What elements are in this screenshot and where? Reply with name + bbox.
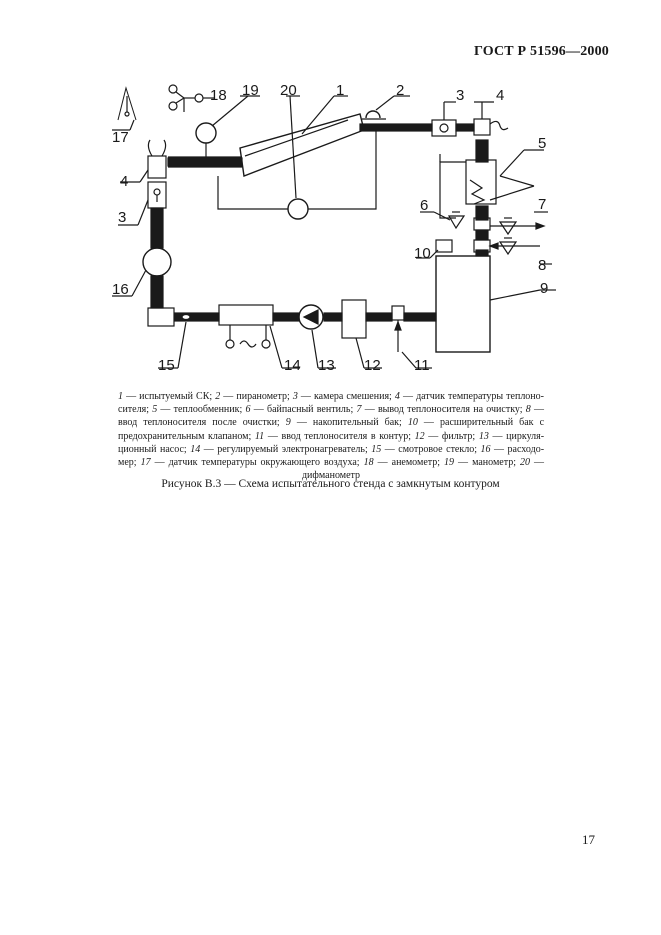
callout-19: 19 [242, 82, 259, 99]
callout-14: 14 [284, 357, 301, 374]
legend-item: 17 — датчик температуры окружающего воздуха; [140, 457, 360, 469]
flowmeter [143, 248, 171, 276]
callout-4: 4 [496, 87, 505, 104]
inlet-valve [500, 242, 516, 254]
legend-item: 7 — вывод теплоносителя на очистку; [356, 404, 523, 416]
electric-heater [219, 305, 273, 325]
callout-18: 18 [210, 87, 227, 104]
legend-item: 3 — камера смешения; [292, 391, 392, 402]
main-pipe-left-vertical [151, 208, 163, 308]
callout-7: 7 [538, 196, 547, 213]
solar-collector [240, 114, 364, 176]
sight-glass [148, 308, 174, 326]
callout-1: 1 [336, 82, 345, 99]
legend-item: 1 — испытуемый СК; [118, 391, 213, 402]
callout-3: 3 [456, 87, 465, 104]
callout-8: 8 [538, 257, 547, 274]
callout-9: 9 [540, 280, 549, 297]
storage-tank [436, 256, 490, 352]
mixing-chamber-right [432, 120, 456, 136]
callout-20: 20 [280, 82, 297, 99]
temperature-sensor-right [474, 119, 490, 135]
legend-item: 16 — расходомер; [118, 443, 545, 469]
document-header: ГОСТ Р 51596—2000 [473, 44, 609, 59]
differential-manometer [288, 199, 308, 219]
temperature-sensor-left [148, 156, 166, 178]
legend-item: 18 — анемометр; [363, 457, 441, 469]
callout-4-left: 4 [120, 173, 129, 190]
legend-item: 11 — ввод теплоносителя в контур; [254, 430, 411, 442]
callout-10: 10 [414, 245, 431, 262]
anemometer [169, 85, 214, 112]
manometer [196, 123, 216, 143]
main-pipe-top-left [168, 157, 242, 167]
legend-item: 4 — датчик температуры теплоносителя; [118, 391, 545, 416]
heat-exchanger [466, 160, 496, 204]
callout-16: 16 [112, 281, 129, 298]
legend-item: 14 — регулируемый электронагреватель; [190, 443, 368, 455]
figure-caption: Рисунок В.3 — Схема испытательного стенда с замкнутым контуром [161, 478, 500, 490]
legend-item: 9 — накопительный бак; [285, 417, 402, 429]
callout-15: 15 [158, 357, 175, 374]
callout-17: 17 [112, 129, 129, 146]
legend-item: 12 — фильтр; [414, 430, 476, 442]
legend-item: 2 — пиранометр; [215, 391, 290, 402]
legend-item: 10 — расширительный бак с предохранительным клапаном; [118, 417, 545, 442]
figure-legend [118, 390, 544, 482]
contour-inlet [392, 306, 404, 320]
bypass-line [440, 162, 466, 218]
callout-6: 6 [420, 197, 429, 214]
callout-12: 12 [364, 357, 381, 374]
callout-5: 5 [538, 135, 547, 152]
main-pipe-top-right [360, 124, 474, 131]
test-stand-schematic [0, 0, 661, 380]
main-pipe-right-vertical [476, 140, 488, 256]
legend-item: 20 — дифманометр [301, 457, 545, 482]
legend-item: 15 — смотровое стекло; [371, 443, 478, 455]
callout-2: 2 [396, 82, 405, 99]
page-number: 17 [582, 832, 595, 847]
outlet-valve [500, 222, 516, 234]
callout-3-left: 3 [118, 209, 127, 226]
legend-item: 13 — циркуляционный насос; [118, 430, 545, 455]
legend-item: 19 — манометр; [444, 457, 516, 469]
legend-item: 6 — байпасный вентиль; [245, 404, 354, 416]
callout-13: 13 [318, 357, 335, 374]
legend-item: 5 — теплообменник; [152, 404, 243, 416]
callout-11: 11 [414, 357, 430, 374]
pyranometer-icon [366, 111, 380, 118]
filter [342, 300, 366, 338]
expansion-tank [436, 240, 452, 252]
legend-item: 8 — ввод теплоносителя после очистки; [118, 404, 545, 429]
